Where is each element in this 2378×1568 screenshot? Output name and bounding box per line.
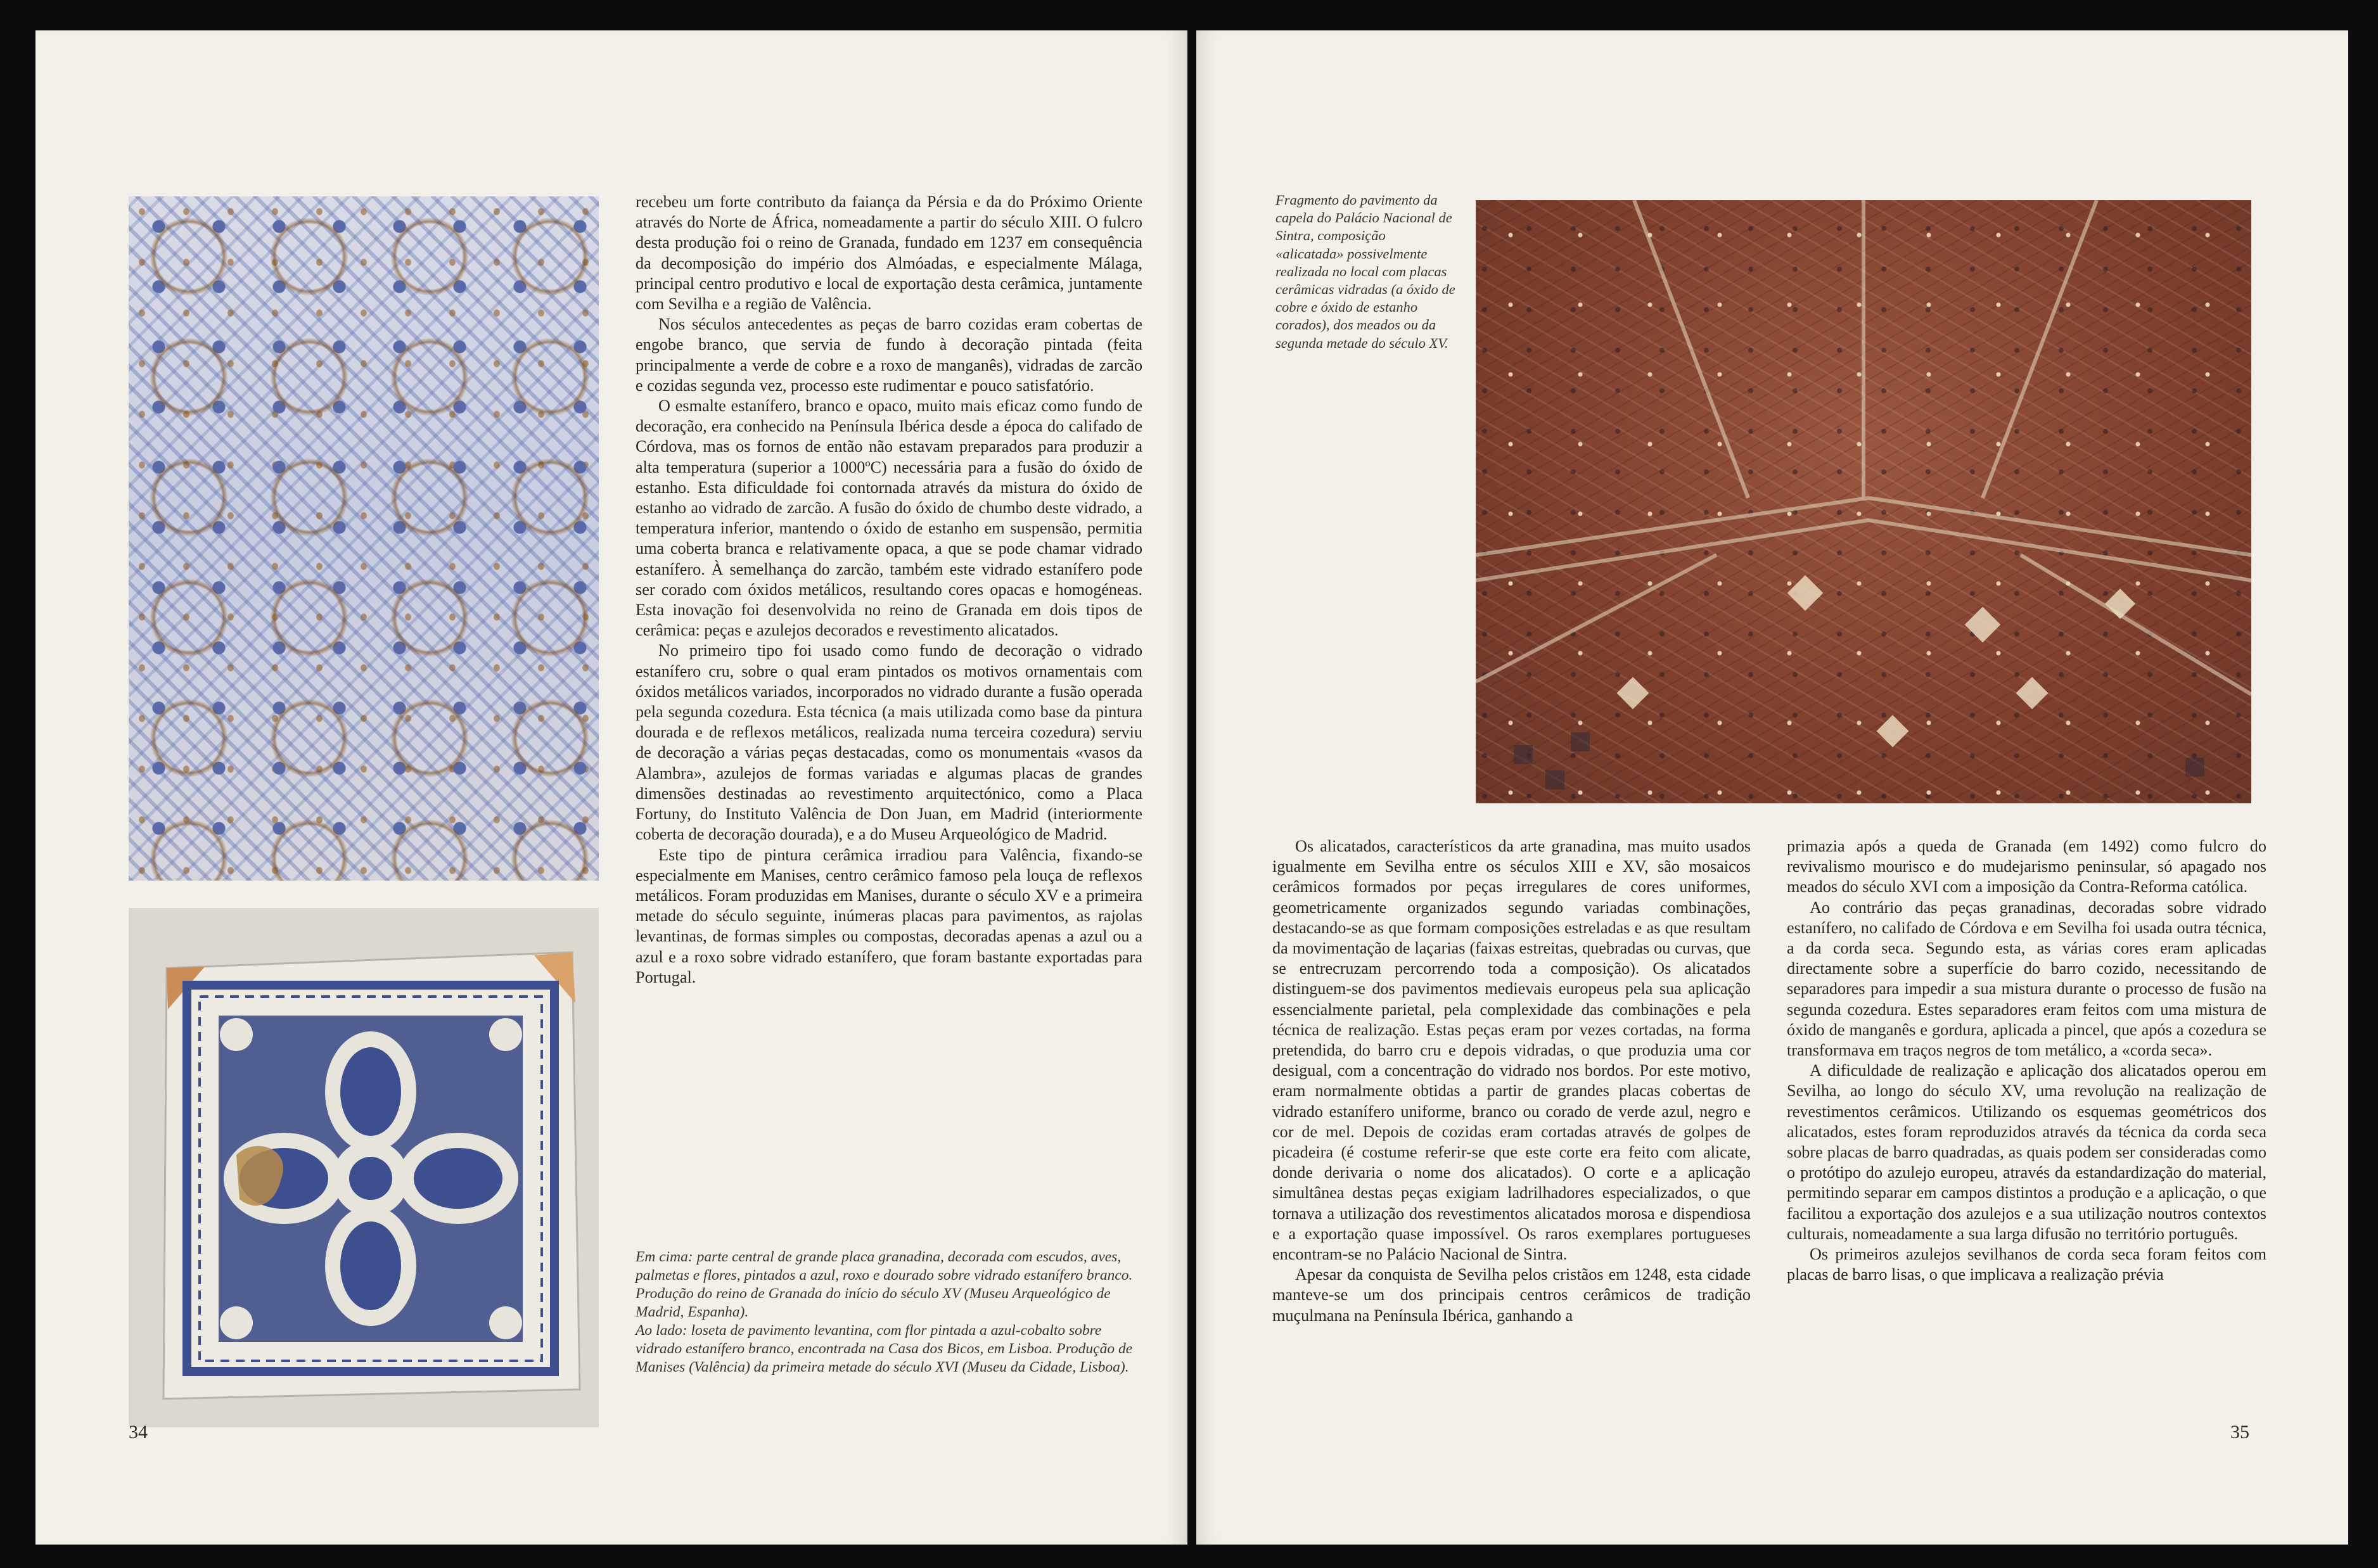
left-page	[35, 30, 1187, 1545]
paragraph: O esmalte estanífero, branco e opaco, muito mais eficaz como fundo de decoração, era conhecido na Península Ibérica desde a época do califado de Córdova, mas os fornos de então não estavam preparados para produzir a alta temperatura (superior a 1000ºC) necessária para a fusão do óxido de estanho. Esta dificuldade foi contornada através da mistura do óxido de estanho ao vidrado de zarcão. A fusão do óxido de chumbo deste vidrado, a temperatura inferior, mantendo o óxido de estanho em suspensão, permitia uma coberta branca e relativamente opaca, a que se pode chamar vidrado estanífero. À semelhança do zarcão, também este vidrado estanífero pode ser corado com óxidos metálicos, resultando cores opacas e homogéneas. Esta inovação foi desenvolvida no reino de Granada em dois tipos de cerâmica: peças e azulejos decorados e revestimento alicatados.	[636, 397, 1142, 640]
paragraph: Os primeiros azulejos sevilhanos de corda seca foram feitos com placas de barro lisas, o que implicava a realização prévia	[1787, 1245, 2266, 1284]
paragraph: recebeu um forte contributo da faiança da Pérsia e da do Próximo Oriente através do Norte de África, nomeadamente a partir do século XIII. O fulcro desta produção foi o reino de Granada, fundado em 1237 em consequência da decomposição do império dos Almóadas, e especialmente Málaga, principal centro produtivo e local de exportação desta cerâmica, juntamente com Sevilha e a região de Valência.	[636, 193, 1142, 314]
right-page	[1196, 30, 2348, 1545]
caption-line: Ao lado: loseta de pavimento levantina, com flor pintada a azul-cobalto sobre vidrado estanífero branco, encontrada na Casa dos Bicos, em Lisboa. Produção de Manises (Valência) da primeira metade do século XVI (Museu da Cidade, Lisboa).	[636, 1322, 1133, 1375]
sintra-floor-photo	[1476, 200, 2251, 803]
left-page-text-column	[636, 192, 1142, 988]
paragraph: No primeiro tipo foi usado como fundo de decoração o vidrado estanífero cru, sobre o qual eram pintados os motivos ornamentais com óxidos metálicos variados, incorporados no vidrado durante a fusão operada pela segunda cozedura. Esta técnica (a mais utilizada como base da pintura dourada e de reflexos metálicos, realizada numa terceira cozedura) serviu de decoração a várias peças destacadas, como os monumentais «vasos da Alambra», azulejos de formas variadas e algumas placas de grandes dimensões destinadas ao revestimento arquitectónico, como a Placa Fortuny, do Instituto Valência de Don Juan, em Madrid (interiormente coberta de decoração dourada), e a do Museu Arqueológico de Madrid.	[636, 641, 1142, 844]
caption-line: Em cima: parte central de grande placa granadina, decorada com escudos, aves, palmetas e flores, pintados a azul, roxo e dourado sobre vidrado estanífero branco. Produção do reino de Granada do início do século XV (Museu Arqueológico de Madrid, Espanha).	[636, 1249, 1133, 1320]
page-number: 34	[129, 1422, 148, 1443]
paragraph: A dificuldade de realização e aplicação dos alicatados operou em Sevilha, ao longo do século XV, uma revolução na realização de revestimentos cerâmicos. Utilizando os esquemas geométricos dos alicatados, estes foram reproduzidos através da técnica da corda seca sobre placas de barro quadradas, as quais podem ser consideradas como o protótipo do azulejo europeu, através da estandardização do material, permitindo separar em campos distintos a produção e a aplicação, o que facilitou a exportação dos azulejos e a sua utilização noutros contextos culturais, nomeadamente a sua larga difusão no território português.	[1787, 1061, 2266, 1243]
floor-photo-caption: Fragmento do pavimento da capela do Palácio Nacional de Sintra, composição «alicatada» possivelmente realizada no local com placas cerâmicas vidradas (a óxido de cobre e óxido de estanho corados), dos meados ou da segunda metade do século XV.	[1275, 192, 1455, 351]
tile-illustration	[129, 908, 599, 1427]
paragraph: primazia após a queda de Granada (em 1492) como fulcro do revivalismo mourisco e do mudejarismo peninsular, só apagado nos meados do século XVI com a imposição da Contra-Reforma católica.	[1787, 837, 2266, 896]
paragraph: Ao contrário das peças granadinas, decoradas sobre vidrado estanífero, no califado de Córdova e em Sevilha foi usada outra técnica, a da corda seca. Segundo esta, as várias cores eram aplicadas directamente sobre a superfície do barro cozido, necessitando de separadores para impedir a sua mistura durante o processo de fusão na segunda cozedura. Estes separadores eram feitos com uma mistura de óxido de manganês e gordura, aplicada a pincel, que após a cozedura se transformava em traços negros de tom metálico, a «corda seca».	[1787, 898, 2266, 1060]
right-page-text-column-1	[1272, 836, 1751, 1326]
paragraph: Os alicatados, característicos da arte granadina, mas muito usados igualmente em Sevilha entre os séculos XIII e XV, são mosaicos cerâmicos formados por peças irregulares de cores uniformes, geometricamente organizados segundo variadas combinações, destacando-se as que formam composições estreladas e as que resultam da movimentação de laçarias (faixas estreitas, quebradas ou curvas, que se entrecruzam percorrendo toda a composição). Os alicatados distinguem-se dos pavimentos medievais europeus pela sua aplicação essencialmente parietal, pela complexidade das combinações e pela técnica de realização. Estas peças eram por vezes cortadas, na forma pretendida, do barro cru e depois vidradas, o que produzia uma cor desigual, com a concentração do vidrado nos bordos. Por este motivo, eram normalmente obtidas a partir de grandes placas cobertas de vidrado estanífero uniforme, branco ou corado de verde azul, negro e cor de mel. Depois de cozidas eram cortadas através de golpes de picadeira (é costume referir-se que este corte era feito com alicate, donde derivaria o nome dos alicatados). O corte e a aplicação simultânea destas peças exigiam ladrilhadores especializados, o que tornava a utilização dos revestimentos alicatados morosa e dispendiosa e a exportação quase impossível. Os raros exemplares portugueses encontram-se no Palácio Nacional de Sintra.	[1272, 837, 1751, 1264]
floor-illustration	[1476, 200, 2251, 803]
left-page-caption	[636, 1248, 1136, 1377]
paragraph: Este tipo de pintura cerâmica irradiou para Valência, fixando-se especialmente em Manises, centro cerâmico famoso pela louça de reflexos metálicos. Foram produzidas em Manises, durante o século XV e a primeira metade do século seguinte, inúmeras placas para pavimentos, as rajolas levantinas, de formas simples ou compostas, decoradas apenas a azul ou a azul e a roxo sobre vidrado estanífero, que foram bastante exportadas para Portugal.	[636, 845, 1142, 986]
right-page-text-column-2	[1787, 836, 2266, 1285]
page-number: 35	[2230, 1422, 2249, 1443]
paragraph: Nos séculos antecedentes as peças de barro cozidas eram cobertas de engobe branco, que servia de fundo à decoração pintada (feita principalmente a verde de cobre e a roxo de manganês), vidradas de zarcão e cozidas segunda vez, processo este rudimentar e pouco satisfatório.	[636, 315, 1142, 395]
manises-tile-photo	[129, 908, 599, 1427]
lustre-plate-photo	[129, 196, 599, 881]
paragraph: Apesar da conquista de Sevilha pelos cristãos em 1248, esta cidade manteve-se um dos principais centros cerâmicos de tradição muçulmana na Península Ibérica, ganhando a	[1272, 1265, 1751, 1325]
